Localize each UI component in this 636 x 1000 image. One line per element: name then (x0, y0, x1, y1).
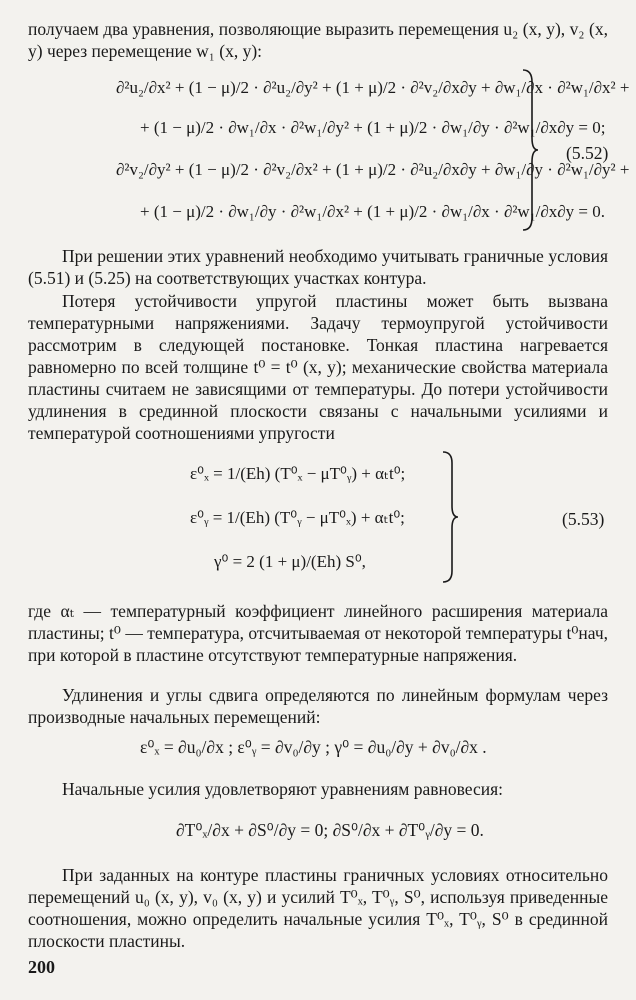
eq-5-52-line-2: + (1 − μ)/2 · ∂w₁/∂x · ∂²w₁/∂y² + (1 + μ)/2 · ∂w₁/∂y · ∂²w₁/∂x∂y = 0; (140, 118, 606, 137)
eq-5-53-number: (5.53) (562, 509, 605, 529)
intro-paragraph: получаем два уравнения, позволяющие выразить перемещения u₂ (x, y), v₂ (x, y) через перемещение w₁ (x, y): (28, 19, 608, 61)
eq-5-53-line-2: ε⁰ᵧ = 1/(Eh) (T⁰ᵧ − μT⁰ₓ) + αₜt⁰; (190, 508, 405, 527)
equation-equilibrium: ∂T⁰ₓ/∂x + ∂S⁰/∂y = 0; ∂S⁰/∂x + ∂T⁰ᵧ/∂y = 0. (176, 820, 484, 840)
right-brace-icon (520, 68, 540, 232)
paragraph-temperature-definition: где αₜ — температурный коэффициент линейного расширения материала пластины; t⁰ — температура, отсчитываемая от некоторой температуры t⁰нач, при которой в пластине отсутствуют температурные напряжения. (28, 601, 608, 665)
right-brace-icon (440, 450, 460, 584)
eq-5-53-line-1: ε⁰ₓ = 1/(Eh) (T⁰ₓ − μT⁰ᵧ) + αₜt⁰; (190, 464, 406, 483)
page-number: 200 (28, 957, 55, 977)
paragraph-initial-forces: При заданных на контуре пластины граничных условиях относительно перемещений u₀ (x, y), v₀ (x, y) и усилий T⁰ₓ, T⁰ᵧ, S⁰, используя приведенные соотношения, можно определить начальные усилия T⁰ₓ, T⁰ᵧ, S⁰ в срединной плоскости пластины. (28, 865, 608, 951)
paragraph-strains: Удлинения и углы сдвига определяются по линейным формулам через производные начальных перемещений: (28, 685, 608, 727)
eq-5-52-number: (5.52) (566, 143, 609, 163)
eq-5-53-line-3: γ⁰ = 2 (1 + μ)/(Eh) S⁰, (214, 552, 366, 571)
eq-5-52-line-4: + (1 − μ)/2 · ∂w₁/∂y · ∂²w₁/∂x² + (1 + μ)/2 · ∂w₁/∂x · ∂²w₁/∂x∂y = 0. (140, 202, 606, 221)
paragraph-thermal-stability: Потеря устойчивости упругой пластины может быть вызвана температурными напряжениями. Задачу термоупругой устойчивости рассмотрим в следующей постановке. Тонкая пластина нагревается равномерно по всей толщине t⁰ = t⁰ (x, y); механические свойства материала пластины считаем не зависящими от температуры. До потери устойчивости удлинения в срединной плоскости связаны с начальными усилиями и температурой соотношениями упругости (28, 291, 608, 443)
paragraph-equilibrium: Начальные усилия удовлетворяют уравнениям равновесия: (62, 779, 504, 799)
equation-strains: ε⁰ₓ = ∂u₀/∂x ; ε⁰ᵧ = ∂v₀/∂y ; γ⁰ = ∂u₀/∂y + ∂v₀/∂x . (140, 737, 487, 757)
eq-5-52-line-1: ∂²u₂/∂x² + (1 − μ)/2 · ∂²u₂/∂y² + (1 + μ)/2 · ∂²v₂/∂x∂y + ∂w₁/∂x · ∂²w₁/∂x² + (116, 78, 630, 97)
eq-5-52-line-3: ∂²v₂/∂y² + (1 − μ)/2 · ∂²v₂/∂x² + (1 + μ)/2 · ∂²u₂/∂x∂y + ∂w₁/∂y · ∂²w₁/∂y² + (116, 160, 630, 179)
paragraph-boundary-conditions: При решении этих уравнений необходимо учитывать граничные условия (5.51) и (5.25) на соответствующих участках контура. (28, 246, 608, 288)
